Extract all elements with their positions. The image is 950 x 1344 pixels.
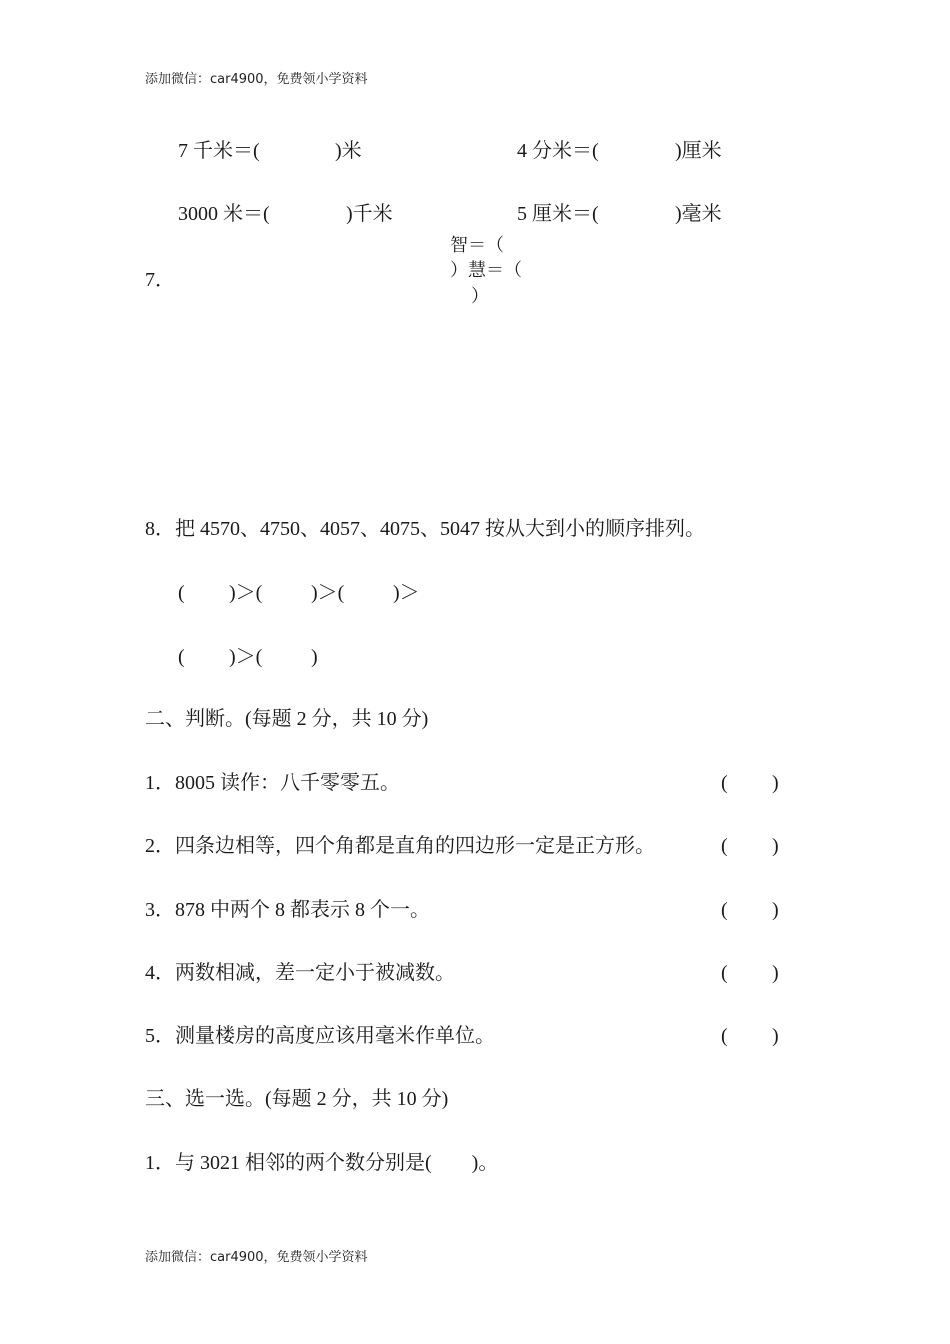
judge-item-3-text: 3．878 中两个 8 都表示 8 个一。 xyxy=(145,899,430,921)
page-header: 添加微信：car4900，免费领小学资料 xyxy=(145,72,368,87)
judge-item-2-open: ( xyxy=(721,835,728,857)
q8-row1-sep1: )＞( xyxy=(229,582,263,604)
q6-row2-right-start: 5 厘米＝( xyxy=(517,203,599,225)
q6-row1-right-start: 4 分米＝( xyxy=(517,140,599,162)
q7-number: 7． xyxy=(145,269,175,291)
judge-item-3-close: ) xyxy=(772,899,779,921)
q8-row1-blank1-open: ( xyxy=(178,582,185,604)
q8-row1-sep2: )＞( xyxy=(311,582,345,604)
judge-item-1-close: ) xyxy=(772,772,779,794)
q6-row2-right-end: )毫米 xyxy=(675,203,722,225)
q6-row1-right-end: )厘米 xyxy=(675,140,722,162)
q8-row1-sep3: )＞ xyxy=(393,582,420,604)
judge-item-5-close: ) xyxy=(772,1025,779,1047)
q6-row1-left-end: )米 xyxy=(335,140,362,162)
judge-item-4-text: 4．两数相减，差一定小于被减数。 xyxy=(145,962,455,984)
q8-row2-sep1: )＞( xyxy=(229,646,263,668)
judge-item-4-close: ) xyxy=(772,962,779,984)
judge-item-5-open: ( xyxy=(721,1025,728,1047)
q8-row2-blank1-open: ( xyxy=(178,646,185,668)
section3-title: 三、选一选。(每题 2 分，共 10 分) xyxy=(145,1088,449,1110)
q6-row1-left-start: 7 千米＝( xyxy=(178,140,260,162)
page-footer: 添加微信：car4900，免费领小学资料 xyxy=(145,1250,368,1265)
q6-row2-left-end: )千米 xyxy=(346,203,393,225)
section2-title: 二、判断。(每题 2 分，共 10 分) xyxy=(145,708,429,730)
judge-item-1-open: ( xyxy=(721,772,728,794)
judge-item-4-open: ( xyxy=(721,962,728,984)
choice-item-1-text: 1．与 3021 相邻的两个数分别是( )。 xyxy=(145,1152,499,1174)
q7-line2: ）慧＝（ xyxy=(450,260,522,280)
judge-item-2-close: ) xyxy=(772,835,779,857)
judge-item-1-text: 1．8005 读作：八千零零五。 xyxy=(145,772,400,794)
judge-item-3-open: ( xyxy=(721,899,728,921)
q6-row2-left-start: 3000 米＝( xyxy=(178,203,270,225)
q7-line1: 智＝（ xyxy=(450,235,504,255)
judge-item-2-text: 2．四条边相等，四个角都是直角的四边形一定是正方形。 xyxy=(145,835,655,857)
q8-prompt: 8．把 4570、4750、4057、4075、5047 按从大到小的顺序排列。 xyxy=(145,518,705,540)
judge-item-5-text: 5．测量楼房的高度应该用毫米作单位。 xyxy=(145,1025,495,1047)
q8-row2-close: ) xyxy=(311,646,318,668)
q7-line3: ） xyxy=(471,286,489,306)
